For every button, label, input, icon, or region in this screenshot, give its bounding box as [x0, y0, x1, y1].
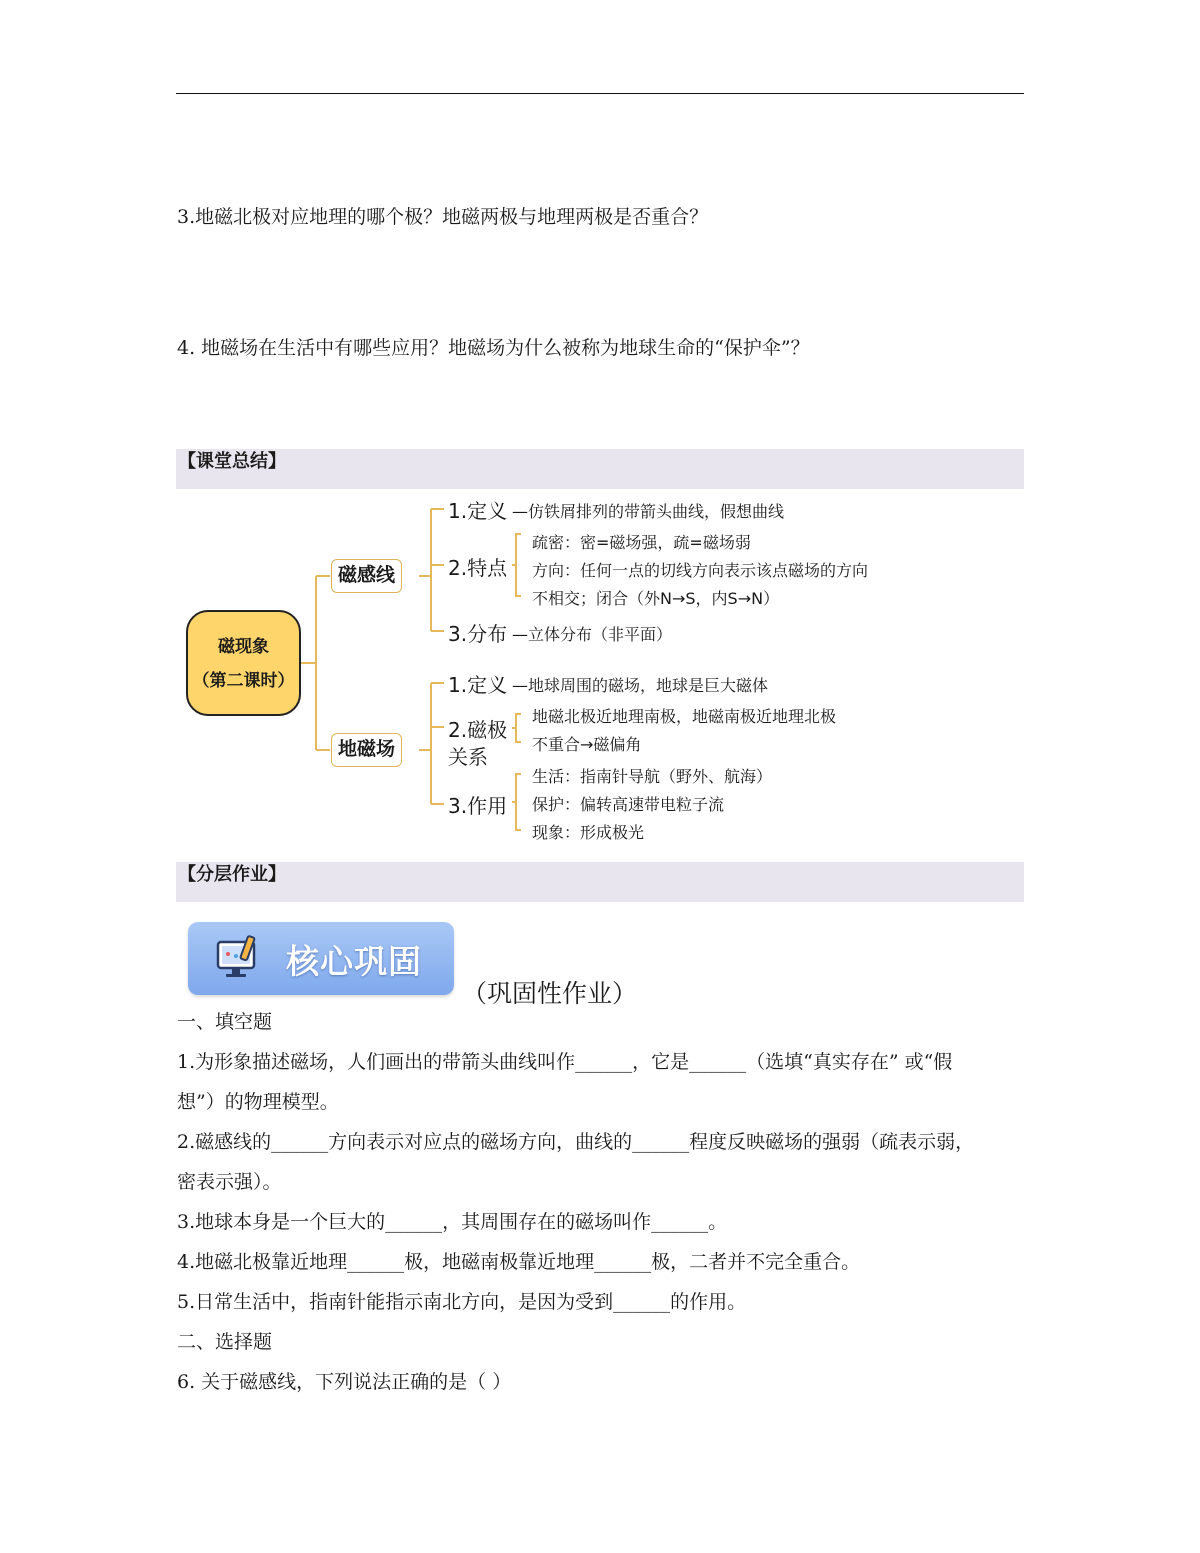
homework-line: 1.为形象描述磁场，人们画出的带箭头曲线叫作______，它是______（选填“真实存在” 或“假 — [177, 1051, 953, 1073]
summary-header — [176, 449, 1024, 489]
bracket-poles — [512, 714, 521, 742]
b2-pole-item: 不重合→磁偏角 — [532, 735, 642, 754]
b1-definition-label: 1.定义 — [448, 499, 508, 523]
homework-line: 2.磁感线的______方向表示对应点的磁场方向，曲线的______程度反映磁场的强弱（疏表示弱， — [177, 1131, 975, 1153]
b2-use-item: 现象：形成极光 — [532, 823, 645, 842]
mind-map — [176, 492, 1024, 852]
homework-header-text: 【分层作业】 — [178, 864, 286, 885]
bracket-features — [512, 534, 521, 596]
summary-header-text: 【课堂总结】 — [178, 451, 286, 472]
header-rule — [176, 93, 1024, 94]
b1-feature-item: 不相交；闭合（外N→S，内S→N） — [532, 589, 780, 608]
branch-magnetic-field-lines: 磁感线 — [331, 559, 402, 593]
b2-pole-item: 地磁北极近地理南极，地磁南极近地理北极 — [532, 707, 837, 726]
b1-feature-item: 方向：任何一点的切线方向表示该点磁场的方向 — [532, 561, 869, 580]
b1-feature-item: 疏密：密=磁场强，疏=磁场弱 — [532, 533, 751, 552]
banner-title: 核心巩固 — [286, 942, 422, 981]
b2-definition-label: 1.定义 — [448, 673, 508, 697]
b2-poles-label: 2.磁极 — [448, 718, 508, 742]
connector-root — [301, 576, 330, 750]
b2-use-item: 保护：偏转高速带电粒子流 — [532, 795, 725, 814]
question-6: 6. 关于磁感线，下列说法正确的是（ ） — [177, 1371, 512, 1393]
b2-use-item: 生活：指南针导航（野外、航海） — [532, 767, 773, 786]
b1-definition-text: —仿铁屑排列的带箭头曲线，假想曲线 — [512, 502, 785, 521]
section-fill-in: 一、填空题 — [177, 1011, 273, 1033]
connector-branch1 — [419, 509, 444, 631]
core-consolidation-banner — [188, 922, 454, 995]
homework-line: 5.日常生活中，指南针能指示南北方向，是因为受到______的作用。 — [177, 1291, 747, 1313]
b2-definition-text: —地球周围的磁场，地球是巨大磁体 — [512, 676, 769, 695]
question-4: 4. 地磁场在生活中有哪些应用？地磁场为什么被称为地球生命的“保护伞”？ — [177, 337, 810, 359]
b2-poles-label-2: 关系 — [448, 745, 488, 769]
root-subtitle: （第二课时） — [192, 671, 295, 691]
b2-uses-label: 3.作用 — [448, 794, 508, 818]
computer-pencil-icon — [214, 934, 262, 986]
homework-header — [176, 862, 1024, 902]
bracket-uses — [512, 774, 521, 830]
homework-line: 4.地磁北极靠近地理______极，地磁南极靠近地理______极，二者并不完全重合。 — [177, 1251, 861, 1273]
homework-line: 想”）的物理模型。 — [177, 1091, 339, 1113]
b1-features-label: 2.特点 — [448, 556, 508, 580]
branch-geomagnetic-field: 地磁场 — [331, 733, 402, 767]
homework-line: 密表示强）。 — [177, 1171, 282, 1193]
b1-distribution-text: —立体分布（非平面） — [512, 625, 673, 644]
root-title: 磁现象 — [218, 637, 269, 657]
connector-branch2 — [419, 683, 444, 804]
b1-distribution-label: 3.分布 — [448, 622, 508, 646]
homework-subtitle: （巩固性作业） — [462, 979, 638, 1008]
mind-map-root — [186, 610, 301, 716]
question-3: 3.地磁北极对应地理的哪个极？地磁两极与地理两极是否重合？ — [177, 206, 709, 228]
section-multiple-choice: 二、选择题 — [177, 1331, 273, 1353]
homework-line: 3.地球本身是一个巨大的______，其周围存在的磁场叫作______。 — [177, 1211, 728, 1233]
